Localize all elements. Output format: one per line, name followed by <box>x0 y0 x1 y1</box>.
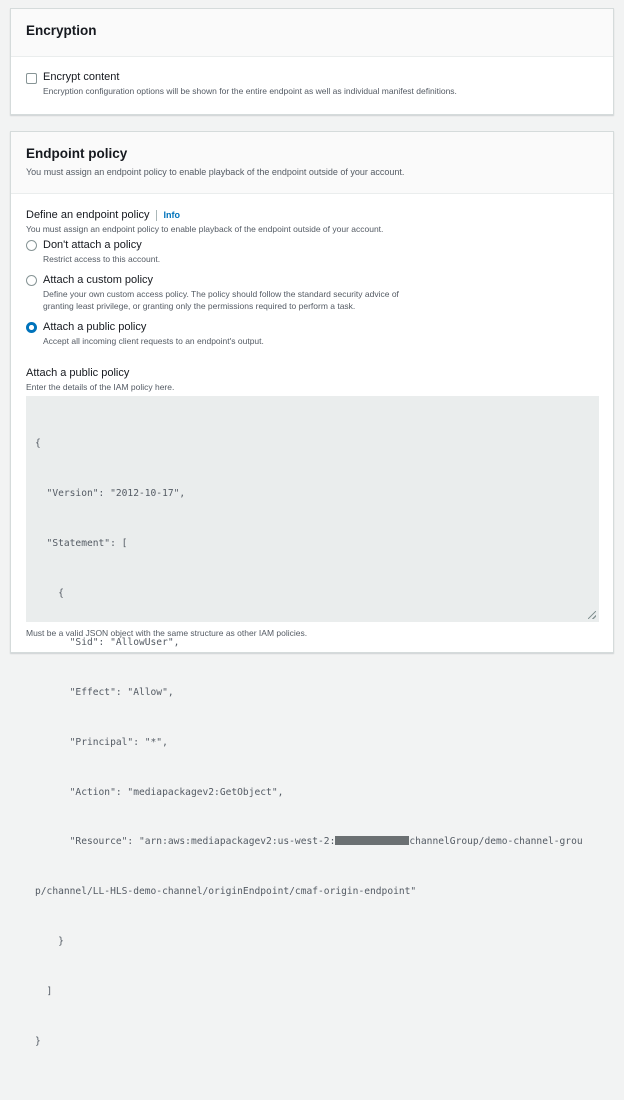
endpoint-policy-header <box>11 132 613 194</box>
radio-dont-attach[interactable] <box>26 238 160 265</box>
endpoint-policy-subtitle: You must assign an endpoint policy to enable playback of the endpoint outside of your account. <box>26 167 405 177</box>
encrypt-content-checkbox[interactable] <box>26 73 37 84</box>
endpoint-policy-title: Endpoint policy <box>26 146 128 161</box>
encrypt-content-option[interactable] <box>26 70 457 97</box>
radio-description: Define your own custom access policy. The policy should follow the standard security advice of <box>43 289 399 299</box>
radio-description-continued: granting least privilege, or granting only the permissions required to perform a task. <box>43 301 356 311</box>
label-separator <box>156 210 157 221</box>
code-segment: "Resource": "arn:aws:mediapackagev2:us-west-2: <box>35 836 336 848</box>
encrypt-content-label: Encrypt content <box>43 71 120 83</box>
radio-button[interactable] <box>26 275 37 286</box>
code-line: { <box>35 587 64 599</box>
code-line: { <box>35 438 41 450</box>
editor-label: Attach a public policy <box>26 367 130 379</box>
code-line: "Sid": "AllowUser", <box>35 637 180 649</box>
encryption-header <box>11 9 613 57</box>
code-line: "Principal": "*", <box>35 736 168 748</box>
resize-handle-icon[interactable] <box>588 611 596 619</box>
encrypt-content-description: Encryption configuration options will be shown for the entire endpoint as well as individual manifest definitions. <box>43 86 457 96</box>
code-line: "Version": "2012-10-17", <box>35 487 186 499</box>
code-line: "Action": "mediapackagev2:GetObject", <box>35 786 284 798</box>
define-policy-description: You must assign an endpoint policy to enable playback of the endpoint outside of your account. <box>26 224 384 234</box>
define-policy-label: Define an endpoint policy <box>26 209 150 221</box>
redacted-account-id <box>335 836 409 845</box>
code-segment: channelGroup/demo-channel-grou <box>409 836 583 848</box>
code-line: "Effect": "Allow", <box>35 687 174 699</box>
radio-custom-policy[interactable] <box>26 273 399 312</box>
radio-label: Attach a custom policy <box>43 274 154 286</box>
editor-constraint-note: Must be a valid JSON object with the same structure as other IAM policies. <box>26 628 308 638</box>
editor-description: Enter the details of the IAM policy here. <box>26 382 175 392</box>
code-line: "Statement": [ <box>35 537 128 549</box>
radio-button-selected[interactable] <box>26 322 37 333</box>
radio-label: Don't attach a policy <box>43 239 142 251</box>
radio-description: Accept all incoming client requests to an endpoint's output. <box>43 336 264 346</box>
info-link[interactable]: Info <box>163 210 181 220</box>
code-line: p/channel/LL-HLS-demo-channel/originEndpoint/cmaf-origin-endpoint" <box>35 886 417 898</box>
code-line: ] <box>35 985 53 997</box>
radio-public-policy[interactable] <box>26 320 264 347</box>
code-line: } <box>35 936 64 947</box>
encryption-title: Encryption <box>26 23 97 38</box>
encryption-panel <box>10 8 614 115</box>
radio-label: Attach a public policy <box>43 321 147 333</box>
code-line-resource <box>35 834 598 851</box>
radio-description: Restrict access to this account. <box>43 254 161 264</box>
endpoint-policy-panel <box>10 131 614 1047</box>
code-line: } <box>35 1035 41 1047</box>
radio-button[interactable] <box>26 240 37 251</box>
define-policy-field <box>26 208 383 235</box>
public-policy-field <box>26 366 174 393</box>
